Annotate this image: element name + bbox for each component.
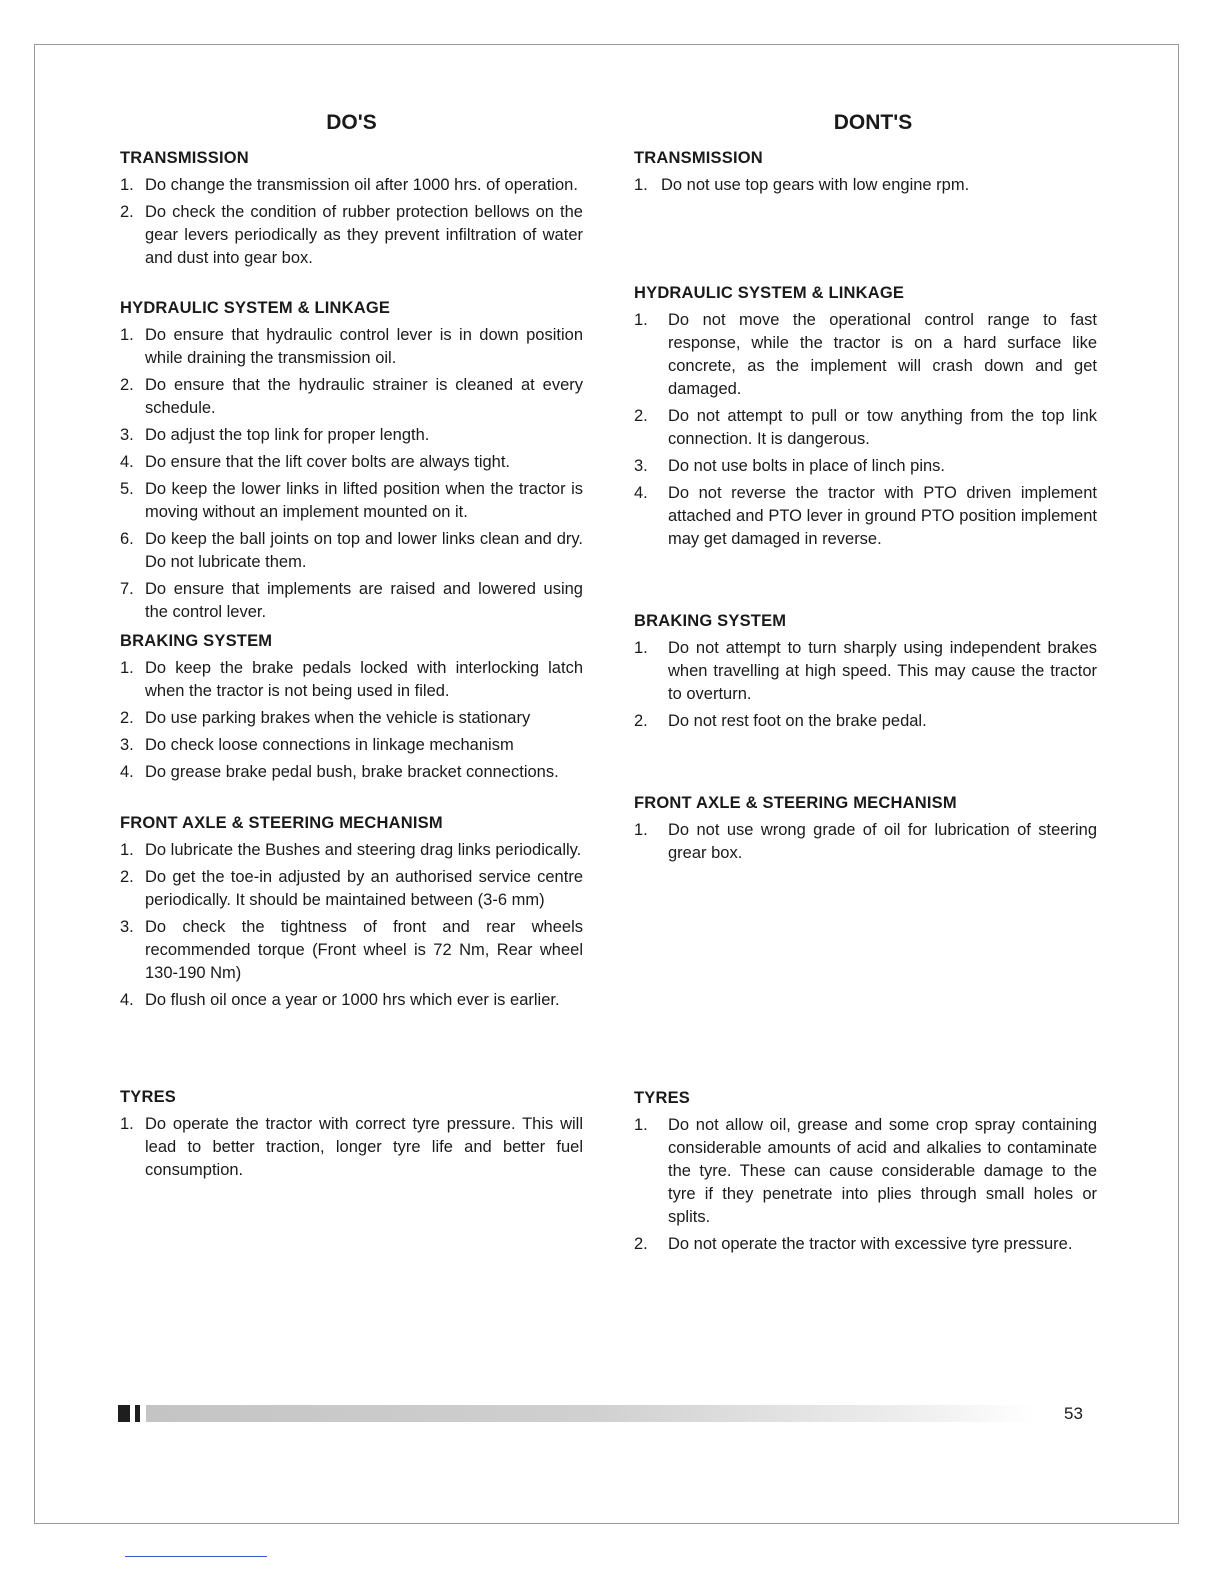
list-item: 2. Do not rest foot on the brake pedal. [634, 712, 927, 730]
list-item: 2. Do use parking brakes when the vehicle is stationary [120, 709, 531, 727]
footer-gradient-bar [146, 1405, 1036, 1422]
list-item: 2. Do not attempt to pull or tow anything from the top link connection. It is dangerous. [634, 407, 1097, 448]
list-item: 2. Do not operate the tractor with excessive tyre pressure. [634, 1235, 1073, 1253]
list-item: 5. Do keep the lower links in lifted position when the tractor is moving without an implement mounted on it. [120, 480, 583, 521]
list-item: 1. Do not move the operational control range to fast response, while the tractor is on a hard surface like concrete, as the implement will crash down and get damaged. [634, 311, 1097, 398]
footer-block-small [135, 1405, 140, 1422]
list-item: 1. Do not attempt to turn sharply using independent brakes when travelling at high speed. This may cause the tractor to overturn. [634, 639, 1097, 703]
list-item: 3. Do check the tightness of front and rear wheels recommended torque (Front wheel is 72 Nm, Rear wheel 130-190 Nm) [120, 918, 583, 982]
list-item: 4. Do ensure that the lift cover bolts are always tight. [120, 453, 511, 471]
section-heading: TRANSMISSION [120, 149, 249, 167]
donts-braking-section [634, 610, 1097, 737]
list-item: 2. Do check the condition of rubber protection bellows on the gear levers periodically as they prevent infiltration of water and dust into gear box. [120, 203, 583, 267]
list-item: 1. Do change the transmission oil after 1000 hrs. of operation. [120, 176, 578, 194]
dos-braking-section [120, 630, 583, 788]
list-item: 1. Do not use wrong grade of oil for lubrication of steering grear box. [634, 821, 1097, 862]
list-item: 3. Do not use bolts in place of linch pins. [634, 457, 945, 475]
list-item: 4. Do flush oil once a year or 1000 hrs which ever is earlier. [120, 991, 560, 1009]
list-item: 4. Do not reverse the tractor with PTO driven implement attached and PTO lever in ground PTO position implement may get damaged in reverse. [634, 484, 1097, 548]
section-heading: BRAKING SYSTEM [120, 632, 273, 650]
dos-title: DO'S [326, 111, 377, 134]
page-number: 53 [1064, 1404, 1083, 1423]
donts-hydraulic-section [634, 282, 1097, 555]
list-item: 1. Do not use top gears with low engine rpm. [634, 176, 970, 194]
dos-hydraulic-section [120, 297, 583, 628]
list-item: 1. Do operate the tractor with correct tyre pressure. This will lead to better traction, longer tyre life and better fuel consumption. [120, 1115, 583, 1179]
section-heading: FRONT AXLE & STEERING MECHANISM [634, 794, 957, 812]
donts-title: DONT'S [833, 111, 913, 134]
dos-tyres-section [120, 1086, 583, 1186]
list-item: 1. Do lubricate the Bushes and steering drag links periodically. [120, 841, 582, 859]
section-heading: TYRES [120, 1088, 177, 1106]
list-item: 1. Do not allow oil, grease and some crop spray containing considerable amounts of acid and alkalies to contaminate the tyre. These can cause considerable damage to the tyre if they penetrate into plies through small holes or splits. [634, 1116, 1097, 1226]
dos-transmission-section [120, 147, 583, 274]
list-item: 3. Do adjust the top link for proper length. [120, 426, 430, 444]
bottom-link-underline [125, 1556, 267, 1557]
section-heading: FRONT AXLE & STEERING MECHANISM [120, 814, 443, 832]
list-item: 1. Do keep the brake pedals locked with interlocking latch when the tractor is not being used in filed. [120, 659, 583, 700]
section-heading: TRANSMISSION [634, 149, 763, 167]
list-item: 1. Do ensure that hydraulic control lever is in down position while draining the transmission oil. [120, 326, 583, 367]
list-item: 3. Do check loose connections in linkage mechanism [120, 736, 514, 754]
list-item: 2. Do get the toe-in adjusted by an authorised service centre periodically. It should be maintained between (3-6 mm) [120, 868, 583, 909]
section-heading: HYDRAULIC SYSTEM & LINKAGE [120, 299, 391, 317]
list-item: 7. Do ensure that implements are raised and lowered using the control lever. [120, 580, 583, 621]
list-item: 4. Do grease brake pedal bush, brake bracket connections. [120, 763, 559, 781]
donts-transmission-section [634, 147, 1097, 201]
list-item: 2. Do ensure that the hydraulic strainer is cleaned at every schedule. [120, 376, 583, 417]
dos-front-axle-section [120, 812, 583, 1016]
section-heading: TYRES [634, 1089, 691, 1107]
donts-tyres-section [634, 1087, 1097, 1260]
section-heading: HYDRAULIC SYSTEM & LINKAGE [634, 284, 905, 302]
section-heading: BRAKING SYSTEM [634, 612, 787, 630]
donts-front-axle-section [634, 792, 1097, 869]
footer-block-large [118, 1405, 130, 1422]
list-item: 6. Do keep the ball joints on top and lower links clean and dry. Do not lubricate them. [120, 530, 583, 571]
